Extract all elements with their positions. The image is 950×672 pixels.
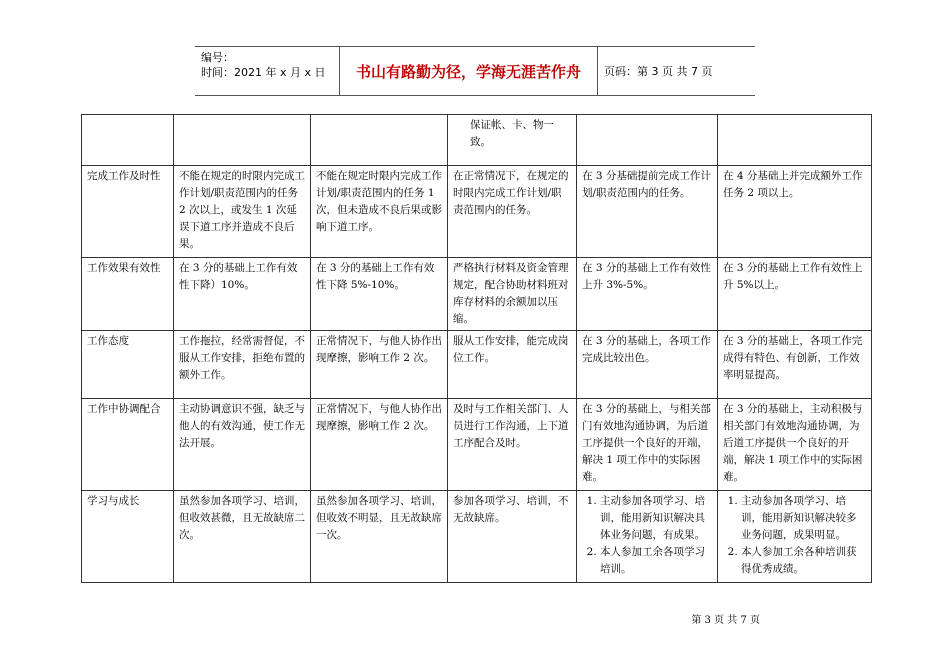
page-footer: 第 3 页 共 7 页 xyxy=(691,615,760,626)
table-row xyxy=(82,331,872,399)
page-label: 页码：第 3 页 共 7 页 xyxy=(604,65,713,78)
table-cell: 在 3 分的基础上工作有效性下降 5%-10%。 xyxy=(311,258,448,331)
motto: 书山有路勤为径，学海无涯苦作舟 xyxy=(340,47,598,95)
table-cell: 正常情况下，与他人协作出现摩擦，影响工作 2 次。 xyxy=(311,399,448,491)
table-cell xyxy=(718,491,872,583)
table-cell xyxy=(577,115,718,166)
table-cell: 不能在规定的时限内完成工作计划/职责范围内的任务 2 次以上，或发生 1 次延误下道工序并造成不良后果。 xyxy=(174,166,311,258)
criterion-label: 完成工作及时性 xyxy=(82,166,174,258)
table-cell: 服从工作安排，能完成岗位工作。 xyxy=(448,331,577,399)
table-cell xyxy=(718,115,872,166)
table-cell: 在 3 分的基础上，与相关部门有效地沟通协调，为后道工序提供一个良好的开端，解决 1 项工作中的实际困难。 xyxy=(577,399,718,491)
table-row xyxy=(82,258,872,331)
list-item: 2. 本人参加工余各项学习培训。 xyxy=(600,544,712,578)
list-item: 1. 主动参加各项学习、培训，能用新知识解决较多业务问题，成果明显。 xyxy=(741,493,866,544)
table-cell xyxy=(82,115,174,166)
criterion-label: 学习与成长 xyxy=(82,491,174,583)
table-cell xyxy=(577,491,718,583)
table-cell: 参加各项学习、培训，不无故缺席。 xyxy=(448,491,577,583)
table-cell: 在 3 分的基础上工作有效性下降）10%。 xyxy=(174,258,311,331)
header-meta xyxy=(195,47,340,95)
table-cell: 正常情况下，与他人协作出现摩擦，影响工作 2 次。 xyxy=(311,331,448,399)
table-cell: 在 3 分的基础上工作有效性上升 5%以上。 xyxy=(718,258,872,331)
table-cell: 不能在规定时限内完成工作计划/职责范围内的任务 1 次，但未造成不良后果或影响下道工序。 xyxy=(311,166,448,258)
list-item: 1. 主动参加各项学习、培训，能用新知识解决具体业务问题，有成果。 xyxy=(600,493,712,544)
table-row xyxy=(82,491,872,583)
evaluation-table xyxy=(81,114,872,583)
table-row xyxy=(82,399,872,491)
list-item: 2. 本人参加工余各种培训获得优秀成绩。 xyxy=(741,544,866,578)
table-cell: 在 3 分的基础上，主动积极与相关部门有效地沟通协调，为后道工序提供一个良好的开端，解决 1 项工作中的实际困难。 xyxy=(718,399,872,491)
table-cell: 工作拖拉，经常需督促，不服从工作安排，拒绝布置的额外工作。 xyxy=(174,331,311,399)
table-cell: 及时与工作相关部门、人员进行工作沟通，上下道工序配合及时。 xyxy=(448,399,577,491)
table-cell: 在 3 分的基础上，各项工作完成比较出色。 xyxy=(577,331,718,399)
score-5-list xyxy=(723,493,866,578)
table-cell: 严格执行材料及资金管理规定，配合协助材料班对库存材料的余额加以压缩。 xyxy=(448,258,577,331)
table-cell: 虽然参加各项学习、培训，但收效甚微，且无故缺席二次。 xyxy=(174,491,311,583)
table-cell: 保证帐、卡、物一致。 xyxy=(448,115,577,166)
table-cell: 在 3 分基础提前完成工作计划/职责范围内的任务。 xyxy=(577,166,718,258)
table-cell: 在正常情况下，在规定的时限内完成工作计划/职责范围内的任务。 xyxy=(448,166,577,258)
criterion-label: 工作态度 xyxy=(82,331,174,399)
table-cell: 虽然参加各项学习、培训，但收效不明显，且无故缺席一次。 xyxy=(311,491,448,583)
criterion-label: 工作中协调配合 xyxy=(82,399,174,491)
criterion-label: 工作效果有效性 xyxy=(82,258,174,331)
table-cell: 主动协调意识不强，缺乏与他人的有效沟通，使工作无法开展。 xyxy=(174,399,311,491)
table-cell xyxy=(174,115,311,166)
table-cell: 在 3 分的基础上工作有效性上升 3%-5%。 xyxy=(577,258,718,331)
number-label: 编号： xyxy=(201,51,234,64)
table-cell: 在 3 分的基础上，各项工作完成得有特色、有创新，工作效率明显提高。 xyxy=(718,331,872,399)
table-row xyxy=(82,166,872,258)
table-cell xyxy=(311,115,448,166)
score-4-list xyxy=(582,493,712,578)
page-header xyxy=(195,46,755,96)
table-cell: 在 4 分基础上并完成额外工作任务 2 项以上。 xyxy=(718,166,872,258)
time-label: 时间：2021 年 x 月 x 日 xyxy=(201,66,326,79)
table-row xyxy=(82,115,872,166)
